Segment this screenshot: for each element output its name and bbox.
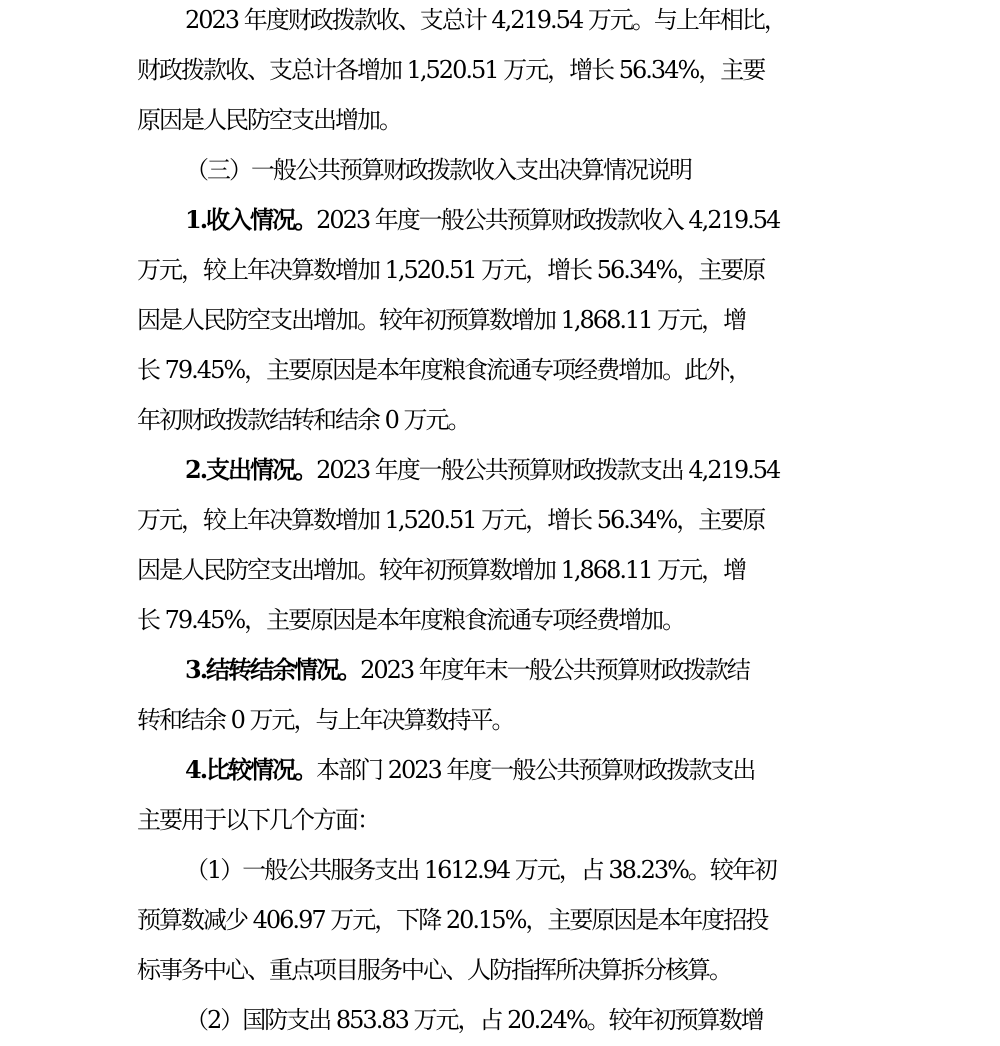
line-text: 2023 年度一般公共预算财政拨款支出 4,219.54 [316,456,780,484]
text-line [0,494,1000,546]
line-text: 长 79.45%，主要原因是本年度粮食流通专项经费增加。 [137,606,685,634]
text-line [0,944,1000,996]
text-line [0,744,1000,796]
line-text: 因是人民防空支出增加。较年初预算数增加 1,868.11 万元，增 [137,306,746,334]
text-line [0,344,1000,396]
line-text: 2023 年度一般公共预算财政拨款收入 4,219.54 [316,206,780,234]
section-heading [0,144,1000,196]
text-line [0,994,1000,1046]
line-text: 转和结余 0 万元，与上年决算数持平。 [137,706,514,734]
text-line [0,244,1000,296]
line-text: 2023 年度财政拨款收、支总计 4,219.54 万元。与上年相比， [185,6,786,34]
line-text: 主要用于以下几个方面： [137,806,379,834]
text-line [0,894,1000,946]
line-text: 2023 年度年末一般公共预算财政拨款结 [360,656,749,684]
text-line [0,644,1000,696]
text-line [0,394,1000,446]
line-text: 预算数减少 406.97 万元，下降 20.15%，主要原因是本年度招投 [137,906,768,934]
line-text: 万元，较上年决算数增加 1,520.51 万元，增长 56.34%，主要原 [137,256,765,284]
text-line [0,194,1000,246]
text-line [0,444,1000,496]
text-line [0,0,1000,46]
text-line [0,94,1000,146]
text-line [0,594,1000,646]
text-line [0,544,1000,596]
text-line [0,44,1000,96]
line-text: 因是人民防空支出增加。较年初预算数增加 1,868.11 万元，增 [137,556,746,584]
line-text: 标事务中心、重点项目服务中心、人防指挥所决算拆分核算。 [137,956,731,984]
line-text: 万元，较上年决算数增加 1,520.51 万元，增长 56.34%，主要原 [137,506,765,534]
line-text: （1）一般公共服务支出 1612.94 万元，占 38.23%。较年初 [185,856,776,884]
section-heading-text: （三）一般公共预算财政拨款收入支出决算情况说明 [185,156,691,184]
text-line [0,694,1000,746]
line-text: 原因是人民防空支出增加。 [137,106,401,134]
line-text: 财政拨款收、支总计各增加 1,520.51 万元，增长 56.34%，主要 [137,56,765,84]
subsection-lead: 4.比较情况。 [185,755,317,784]
subsection-lead: 2.支出情况。 [185,455,317,484]
text-line [0,294,1000,346]
text-line [0,794,1000,846]
text-line [0,844,1000,896]
line-text: （2）国防支出 853.83 万元，占 20.24%。较年初预算数增 [185,1006,763,1034]
line-text: 长 79.45%，主要原因是本年度粮食流通专项经费增加。此外， [137,356,751,384]
line-text: 年初财政拨款结转和结余 0 万元。 [137,406,470,434]
line-text: 本部门 2023 年度一般公共预算财政拨款支出 [316,756,755,784]
subsection-lead: 1.收入情况。 [185,205,317,234]
subsection-lead: 3.结转结余情况。 [185,655,361,684]
